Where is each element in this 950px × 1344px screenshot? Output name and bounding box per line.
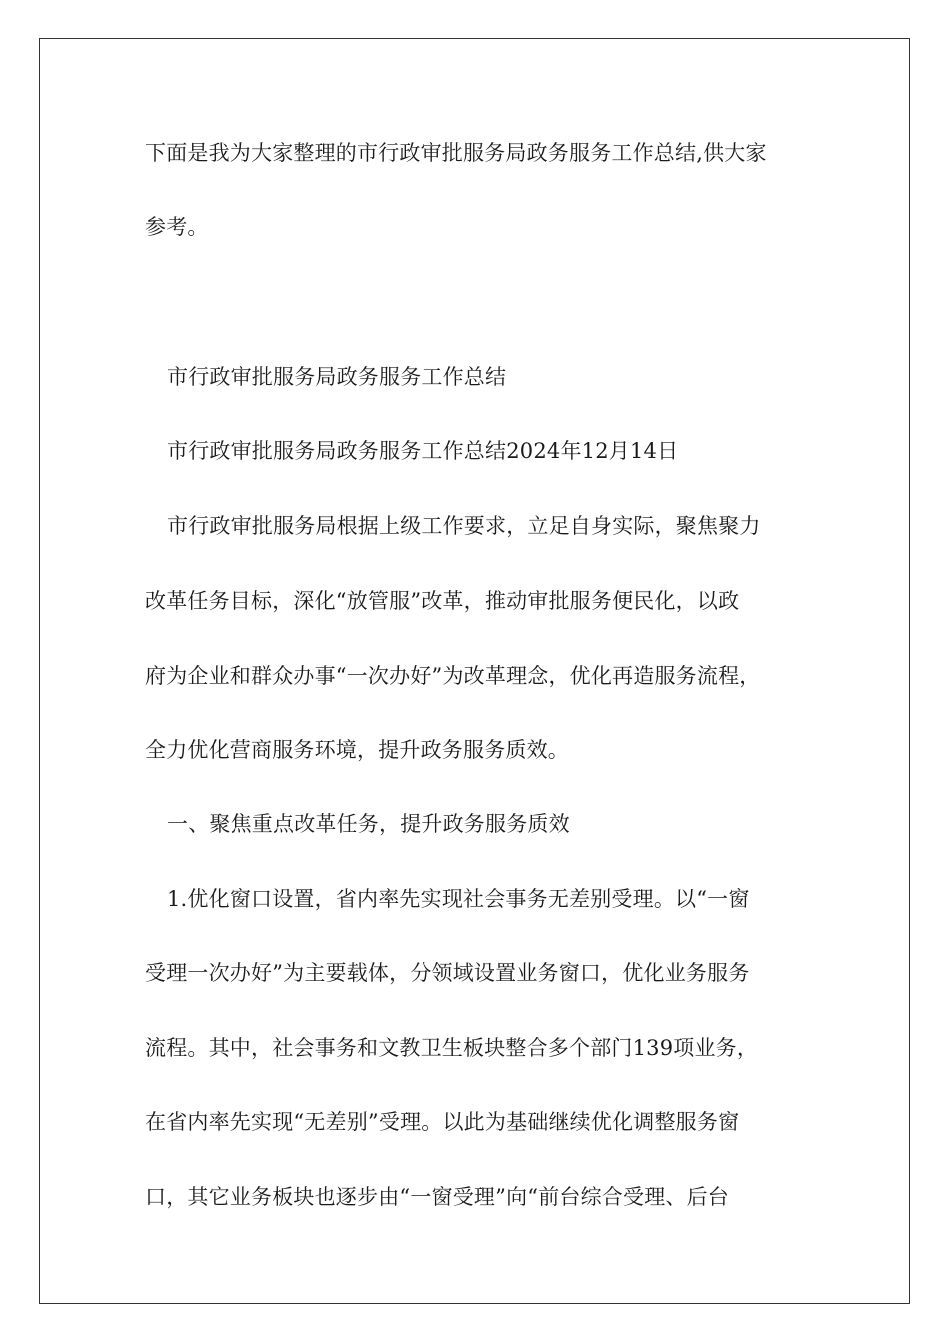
intro-line-1: 下面是我为大家整理的市行政审批服务局政务服务工作总结,供大家 xyxy=(145,141,767,165)
paragraph-2-line-5: 口，其它业务板块也逐步由“一窗受理”向“前台综合受理、后台 xyxy=(145,1185,730,1209)
doc-title: 市行政审批服务局政务服务工作总结 xyxy=(167,365,507,389)
paragraph-2-line-1: 1.优化窗口设置，省内率先实现社会事务无差别受理。以“一窗 xyxy=(167,887,750,911)
paragraph-2-line-4: 在省内率先实现“无差别”受理。以此为基础继续优化调整服务窗 xyxy=(145,1110,740,1134)
paragraph-2-line-2: 受理一次办好”为主要载体，分领域设置业务窗口，优化业务服务 xyxy=(145,961,750,985)
paragraph-1-line-3: 府为企业和群众办事“一次办好”为改革理念，优化再造服务流程， xyxy=(145,664,761,688)
doc-title-date: 市行政审批服务局政务服务工作总结2024年12月14日 xyxy=(167,439,679,463)
paragraph-1-line-1: 市行政审批服务局根据上级工作要求，立足自身实际，聚焦聚力 xyxy=(167,514,761,538)
paragraph-1-line-4: 全力优化营商服务环境，提升政务服务质效。 xyxy=(145,738,569,762)
intro-line-2: 参考。 xyxy=(145,215,209,239)
paragraph-1-line-2: 改革任务目标，深化“放管服”改革，推动审批服务便民化，以政 xyxy=(145,589,740,613)
paragraph-2-line-3: 流程。其中，社会事务和文教卫生板块整合多个部门139项业务， xyxy=(145,1036,759,1060)
section-heading-1: 一、聚焦重点改革任务，提升政务服务质效 xyxy=(167,812,570,836)
